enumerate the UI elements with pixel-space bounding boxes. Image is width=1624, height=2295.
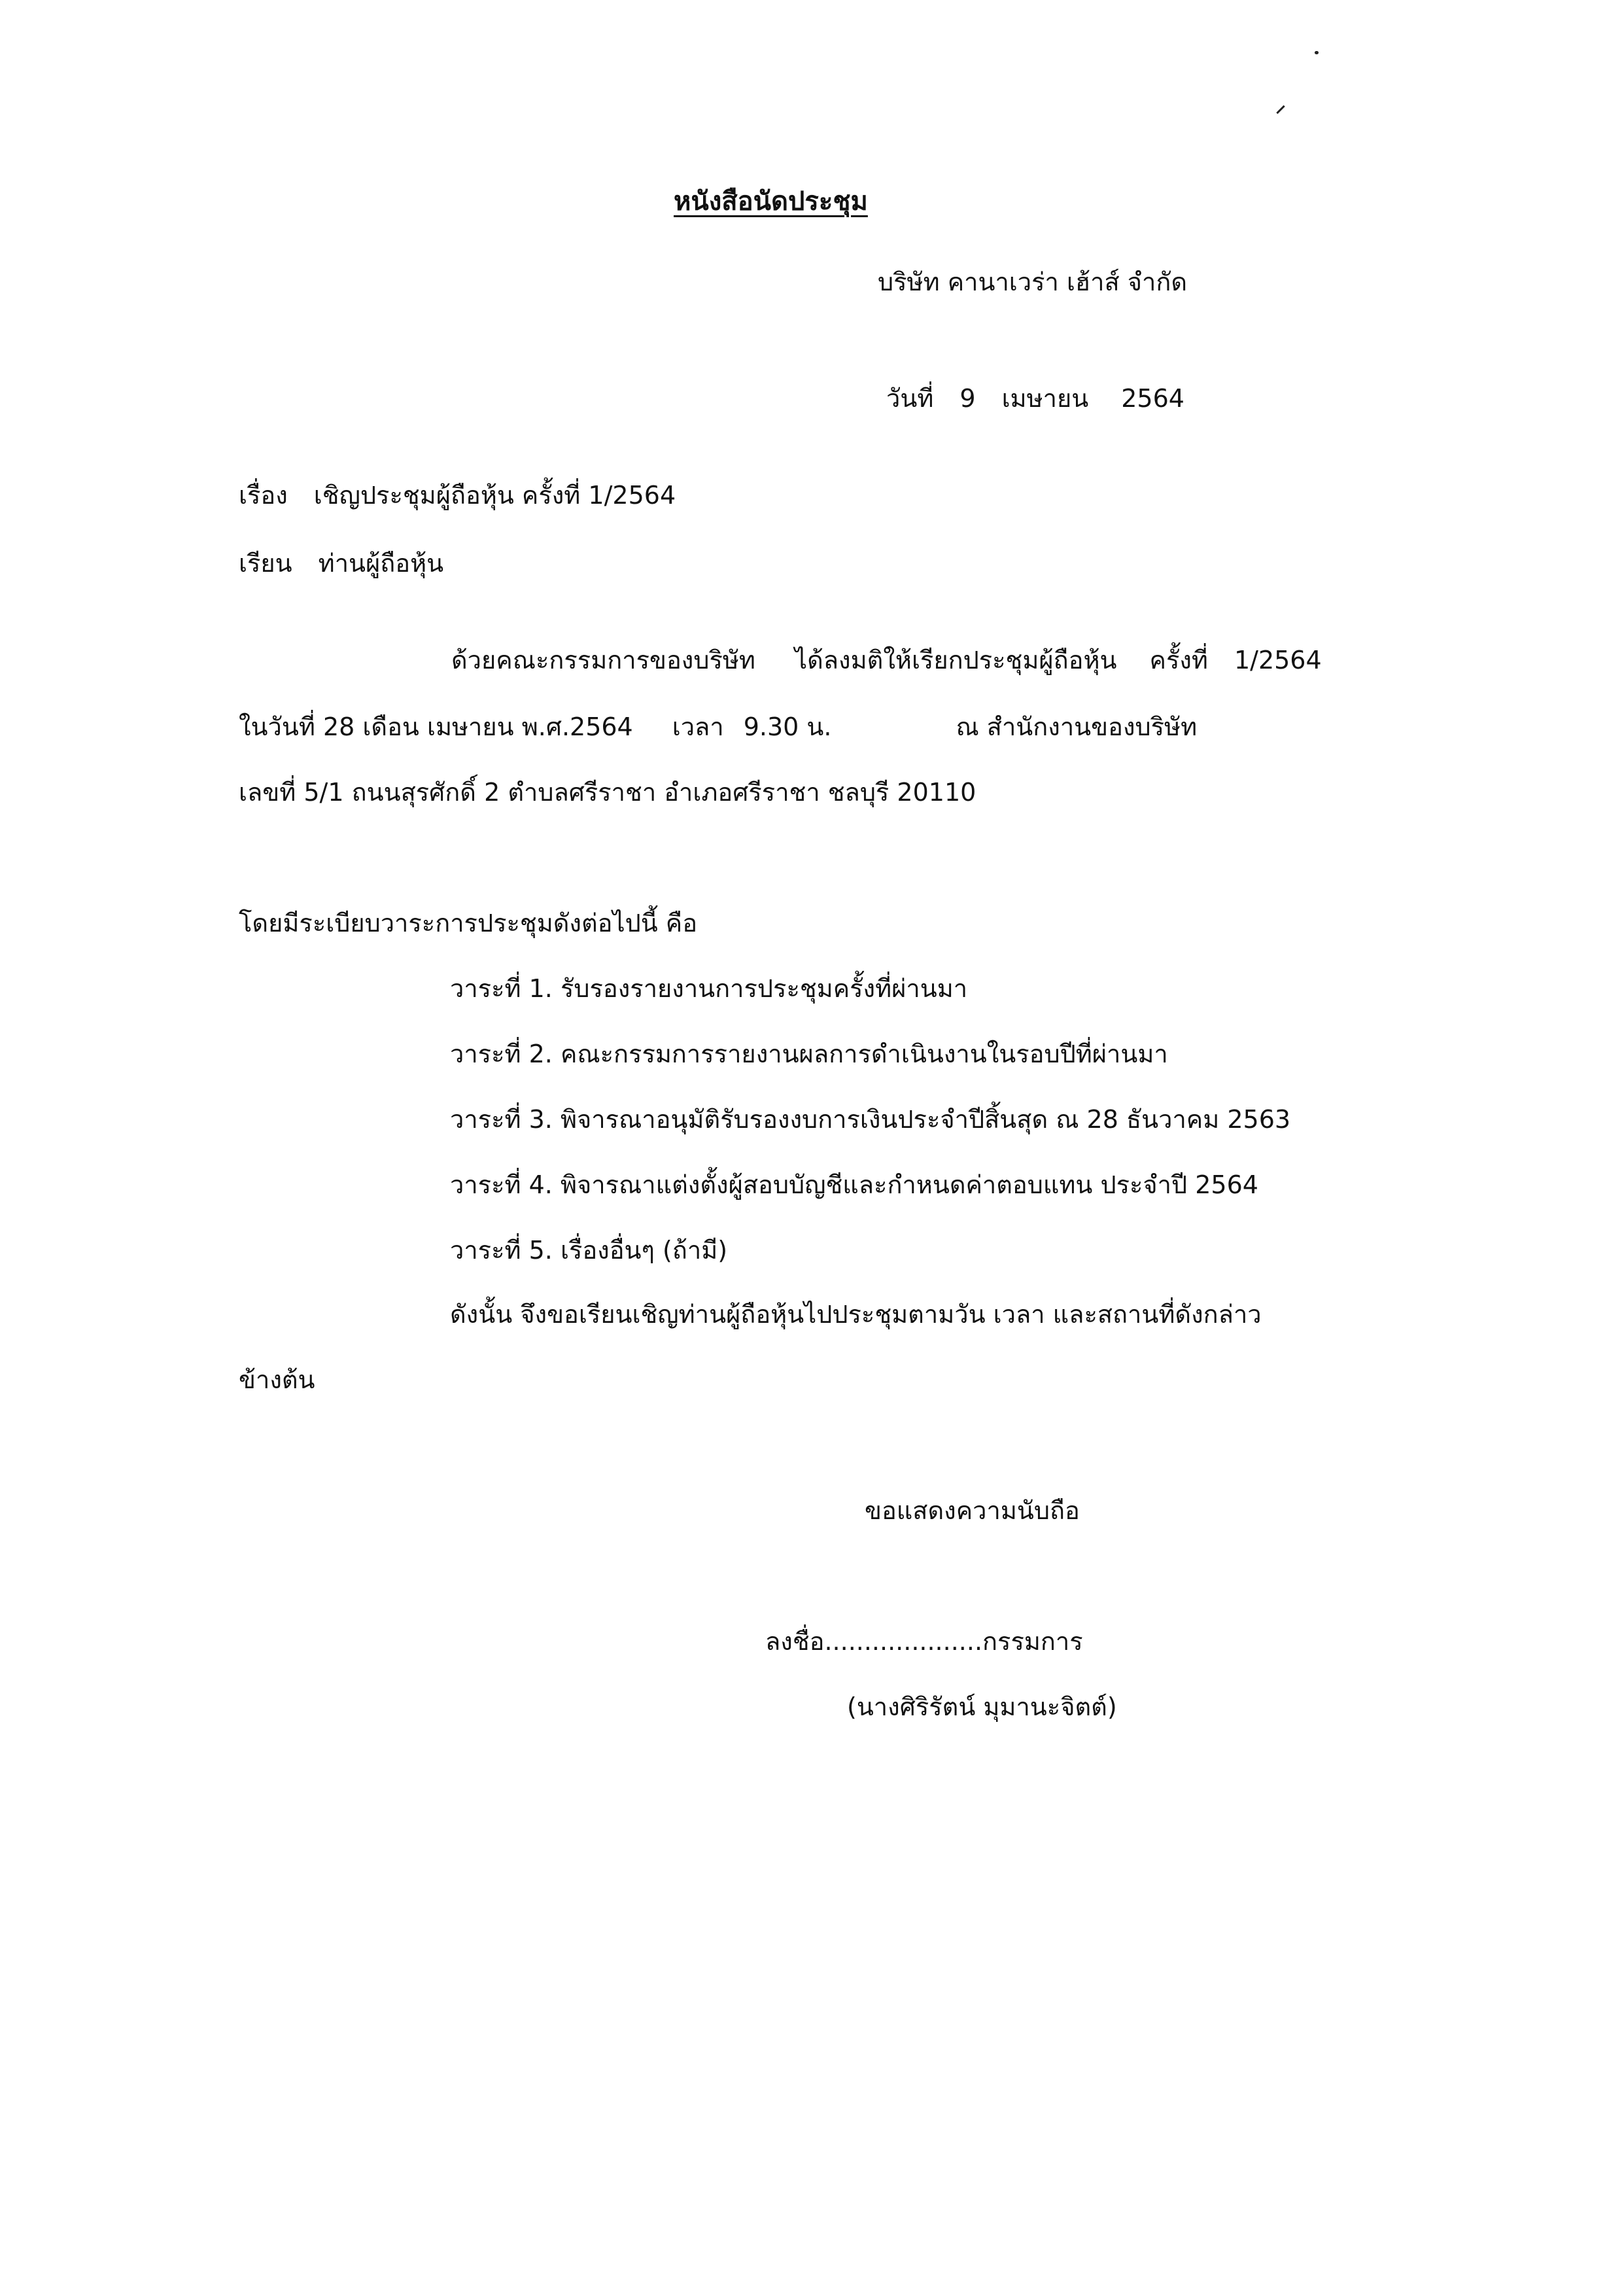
body-line-2-part-a: ในวันที่ 28 เดือน เมษายน พ.ศ.2564 xyxy=(239,712,633,741)
agenda-intro: โดยมีระเบียบวาระการประชุมดังต่อไปนี้ คือ xyxy=(239,909,698,937)
date-year: 2564 xyxy=(1121,384,1184,413)
closing-regards: ขอแสดงความนับถือ xyxy=(865,1496,1080,1525)
body-line-1-part-a: ด้วยคณะกรรมการของบริษัท xyxy=(451,646,755,674)
date-label: วันที่ xyxy=(886,384,934,413)
recipient-line xyxy=(239,551,443,576)
signature-line: ลงชื่อ....................กรรมการ xyxy=(765,1627,1083,1656)
body-line-2-part-b: เวลา xyxy=(672,712,724,741)
body-line-1-part-d: 1/2564 xyxy=(1234,646,1322,674)
scan-mark-dot xyxy=(1315,51,1319,54)
body-line-1 xyxy=(451,648,1322,673)
recipient-label: เรียน xyxy=(239,549,292,578)
agenda-item: วาระที่ 4. พิจารณาแต่งตั้งผู้สอบบัญชีและกำหนดค่าตอบแทน ประจำปี 2564 xyxy=(450,1170,1258,1199)
subject-text: เชิญประชุมผู้ถือหุ้น ครั้งที่ 1/2564 xyxy=(313,481,676,510)
body-line-2 xyxy=(239,714,1197,739)
body-line-1-part-b: ได้ลงมติให้เรียกประชุมผู้ถือหุ้น xyxy=(794,646,1117,674)
body-line-2-part-d: ณ สำนักงานของบริษัท xyxy=(956,712,1198,741)
signatory-name: (นางศิริรัตน์ มุมานะจิตต์) xyxy=(847,1692,1117,1721)
closing-line-2: ข้างต้น xyxy=(239,1365,315,1394)
subject-line xyxy=(239,483,676,508)
document-date xyxy=(886,386,1184,411)
body-line-1-part-c: ครั้งที่ xyxy=(1149,646,1208,674)
body-line-2-part-c: 9.30 น. xyxy=(743,712,832,741)
subject-label: เรื่อง xyxy=(239,481,288,510)
agenda-item: วาระที่ 5. เรื่องอื่นๆ (ถ้ามี) xyxy=(450,1236,728,1265)
recipient-text: ท่านผู้ถือหุ้น xyxy=(318,549,444,578)
scan-mark-stroke xyxy=(1276,105,1285,114)
page-title: หนังสือนัดประชุม xyxy=(674,186,868,217)
date-day: 9 xyxy=(959,384,976,413)
company-name: บริษัท คานาเวร่า เฮ้าส์ จำกัด xyxy=(878,268,1188,296)
closing-line-1: ดังนั้น จึงขอเรียนเชิญท่านผู้ถือหุ้นไปประชุมตามวัน เวลา และสถานที่ดังกล่าว xyxy=(450,1300,1262,1329)
agenda-item: วาระที่ 1. รับรองรายงานการประชุมครั้งที่ผ่านมา xyxy=(450,974,968,1003)
body-line-3: เลขที่ 5/1 ถนนสุรศักดิ์ 2 ตำบลศรีราชา อำเภอศรีราชา ชลบุรี 20110 xyxy=(239,778,976,807)
agenda-item: วาระที่ 2. คณะกรรมการรายงานผลการดำเนินงานในรอบปีที่ผ่านมา xyxy=(450,1040,1168,1068)
agenda-item: วาระที่ 3. พิจารณาอนุมัติรับรองงบการเงินประจำปีสิ้นสุด ณ 28 ธันวาคม 2563 xyxy=(450,1105,1291,1134)
date-month: เมษายน xyxy=(1001,384,1089,413)
